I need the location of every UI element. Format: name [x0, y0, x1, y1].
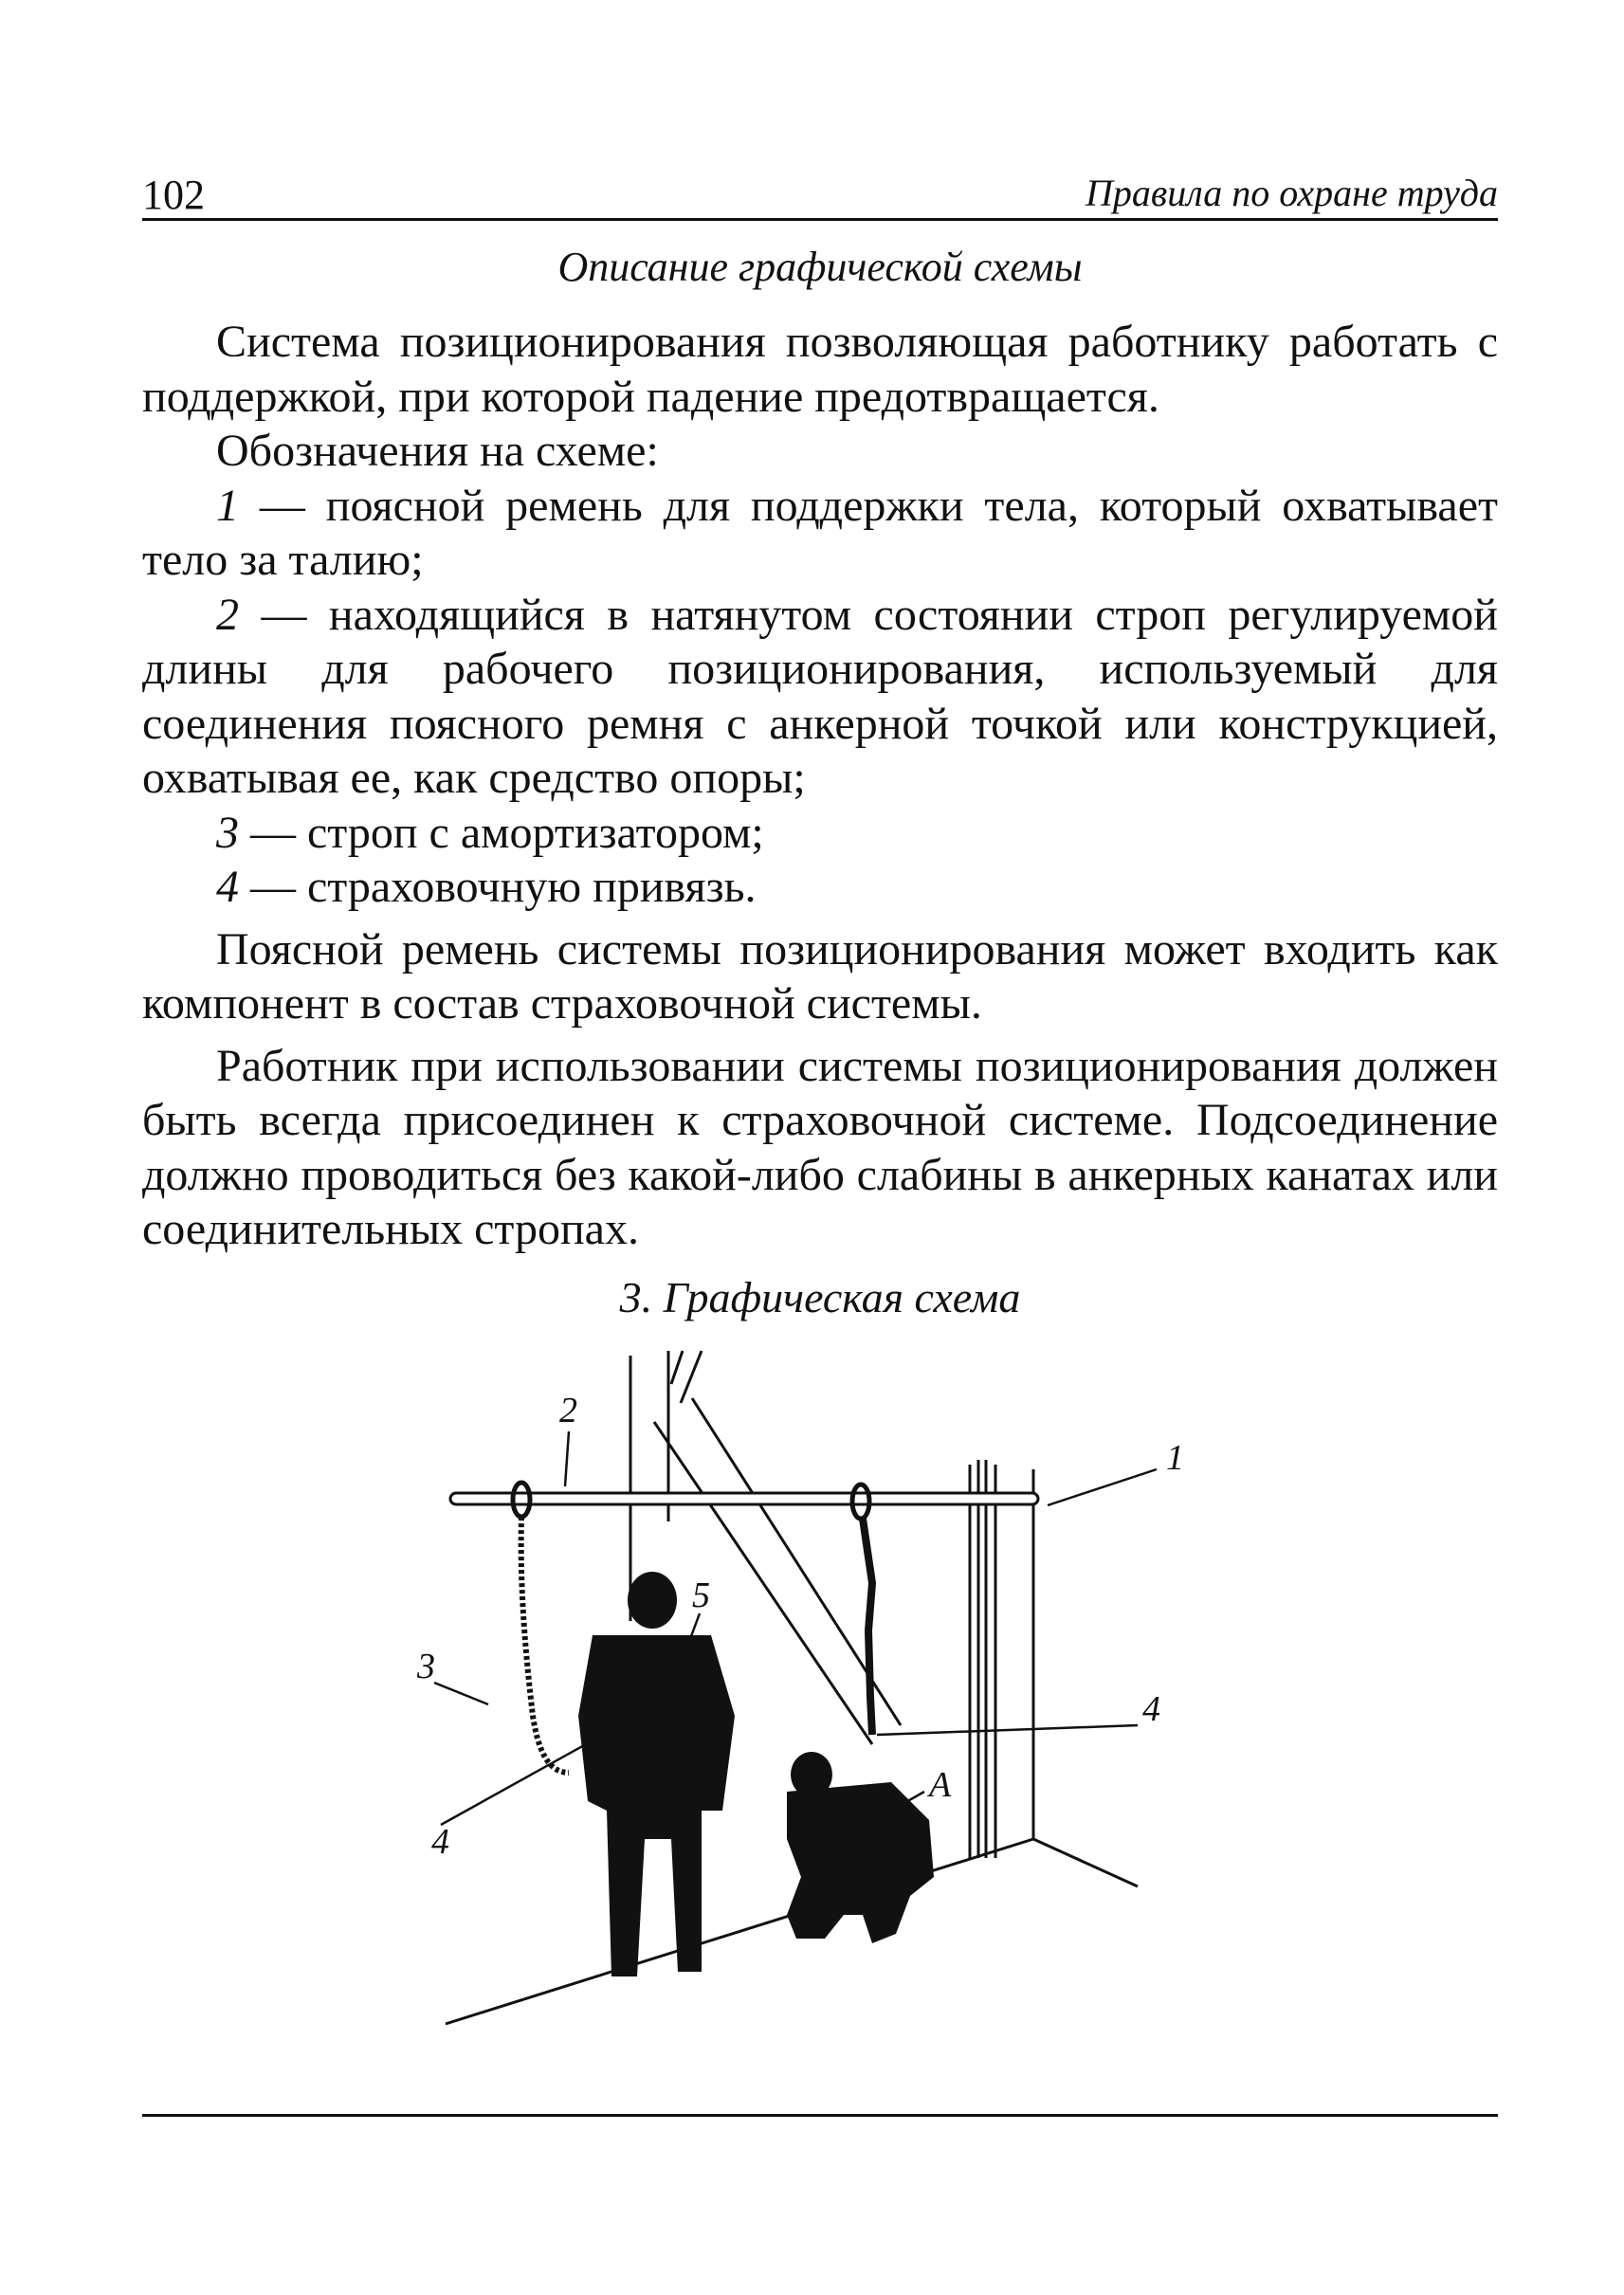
label-3: 3 — [417, 1647, 435, 1686]
shock-absorber-lanyard — [521, 1517, 569, 1773]
legend-item-3-number: 3 — [216, 807, 239, 858]
legend-item-2 — [142, 588, 1498, 806]
paragraph-legend-intro: Обозначения на схеме: — [216, 426, 659, 476]
body-text — [142, 315, 1498, 1257]
page-header — [142, 161, 1498, 221]
legend-item-1 — [142, 479, 1498, 588]
label-4-right: 4 — [1142, 1689, 1160, 1729]
legend-item-4-text: — страховочную привязь. — [239, 862, 757, 912]
kneeling-worker — [787, 1752, 934, 1943]
legend-item-1-number: 1 — [216, 480, 239, 531]
fall-arrest-illustration — [417, 1346, 1270, 2067]
legend-item-3 — [142, 806, 1498, 861]
legend-item-4-number: 4 — [216, 862, 239, 912]
legend-item-2-number: 2 — [216, 589, 239, 640]
label-1: 1 — [1166, 1438, 1184, 1478]
horizontal-rail — [450, 1493, 1038, 1504]
label-2: 2 — [559, 1391, 577, 1430]
legend-item-4 — [142, 860, 1498, 915]
illustration-svg — [417, 1346, 1270, 2067]
paragraph-belt-component: Поясной ремень системы позиционирования может входить как компонент в состав страховочной системы. — [142, 923, 1498, 1029]
paragraph-description: Система позиционирования позволяющая работнику работать с поддержкой, при которой падение предотвращается. — [142, 317, 1498, 422]
legend-item-1-text: — поясной ремень для поддержки тела, который охватывает тело за талию; — [142, 480, 1498, 585]
label-5: 5 — [692, 1576, 710, 1615]
legend-item-3-text: — строп с амортизатором; — [239, 807, 764, 858]
legend-item-2-text: — находящийся в натянутом состоянии строп регулируемой длины для рабочего позиционирования, используемый для соединения поясного ремня с анкерной точкой или конструкцией, охватывая ее, как средство опоры; — [142, 589, 1498, 803]
column-right — [970, 1460, 1033, 1858]
standing-worker — [578, 1572, 735, 1976]
section-title: Описание графической схемы — [557, 244, 1083, 290]
paragraph-worker-connection: Работник при использовании системы позиционирования должен быть всегда присоединен к страховочной системе. Подсоединение должно проводиться без какой-либо слабины в анкерных канатах или соединительных стропах. — [142, 1040, 1498, 1254]
footer-rule — [142, 2114, 1498, 2117]
positioning-lanyard — [863, 1519, 872, 1735]
running-title: Правила по охране труда — [1086, 172, 1498, 214]
label-A: A — [929, 1765, 952, 1805]
figure-title: 3. Графическая схема — [619, 1273, 1021, 1321]
label-4-left: 4 — [431, 1822, 449, 1862]
floor-lines — [446, 1839, 1138, 2024]
page-number: 102 — [142, 172, 205, 218]
